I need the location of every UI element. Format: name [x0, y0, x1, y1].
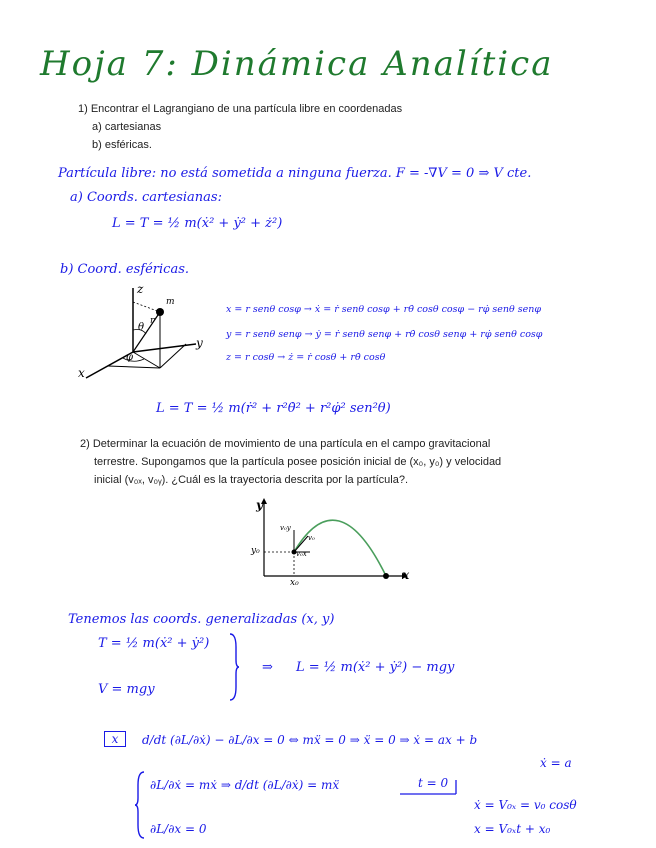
question-1-b: b) esféricas. [92, 139, 152, 151]
question-2-line-1: 2) Determinar la ecuación de movimiento de una partícula en el campo gravitacional [80, 438, 491, 450]
initial-time-underline [400, 780, 460, 800]
answer-1a-label: a) Coords. cartesianas: [70, 190, 222, 205]
lagrangian-equation: L = ½ m(ẋ² + ẏ²) − mgy [296, 660, 455, 675]
question-2-line-2: terrestre. Supongamos que la partícula posee posición inicial de (x₀, y₀) y velocidad [94, 456, 502, 468]
initial-time-label: t = 0 [418, 776, 449, 790]
answer-1a-equation: L = T = ½ m(ẋ² + ẏ² + ż²) [112, 216, 283, 231]
diagram-label-r: r [150, 316, 155, 326]
brace-left [134, 770, 146, 840]
projectile-trajectory-figure [250, 496, 410, 591]
potential-energy-equation: V = mgy [98, 682, 155, 697]
answer-1-intro: Partícula libre: no está sometida a ninguna fuerza. F = -∇V = 0 ⇒ V cte. [58, 166, 532, 181]
implies-arrow: ⇒ [262, 660, 273, 675]
question-1: 1) Encontrar el Lagrangiano de una partícula libre en coordenadas [78, 103, 403, 115]
figure-label-x: x [402, 568, 410, 582]
kinetic-energy-equation: T = ½ m(ẋ² + ẏ²) [98, 636, 210, 651]
brace-right [228, 632, 240, 702]
diagram-label-z: z [137, 282, 144, 296]
diagram-label-m: m [166, 297, 175, 307]
page-title: Hoja 7: Dinámica Analítica [40, 44, 554, 84]
diagram-label-x: x [78, 366, 85, 380]
answer-1b-equation: L = T = ½ m(ṙ² + r²θ̇² + r²φ̇² sen²θ) [156, 401, 391, 416]
answer-2-intro: Tenemos las coords. generalizadas (x, y) [68, 612, 335, 627]
partial-derivative-x: ∂L/∂x = 0 [150, 822, 207, 836]
figure-label-v0: v₀ [308, 534, 315, 542]
equation-x: x = r senθ cosφ → ẋ = ṙ senθ cosφ + rθ̇ cosθ cosφ − rφ̇ senθ senφ [226, 304, 542, 315]
question-2-line-3: inicial (v₀ₓ, v₀ᵧ). ¿Cuál es la trayectoria descrita por la partícula?. [94, 474, 408, 486]
question-1-a: a) cartesianas [92, 121, 162, 133]
xdot-equals-a: ẋ = a [540, 756, 572, 770]
figure-label-v0x: v₀x [296, 550, 307, 558]
diagram-label-phi: φ [126, 352, 134, 363]
boxed-variable-x: x [104, 731, 126, 747]
answer-1b-label: b) Coord. esféricas. [60, 262, 190, 277]
partial-derivative-xdot: ∂L/∂ẋ = mẋ ⇒ d/dt (∂L/∂ẋ) = mẍ [150, 778, 340, 792]
figure-label-y0: y₀ [251, 546, 260, 556]
equation-y: y = r senθ senφ → ẏ = ṙ senθ senφ + rθ̇ cosθ senφ + rφ̇ senθ cosφ [226, 329, 543, 340]
figure-label-y: y [256, 498, 263, 512]
initial-velocity-x: ẋ = V₀ₓ = v₀ cosθ [474, 798, 577, 812]
euler-lagrange-equation: d/dt (∂L/∂ẋ) − ∂L/∂x = 0 ⇔ mẍ = 0 ⇒ ẍ = 0 ⇒ ẋ = ax + b [142, 733, 478, 747]
position-x-equation: x = V₀ₓt + x₀ [474, 822, 551, 836]
figure-label-v0y: v₀y [280, 524, 291, 532]
equation-z: z = r cosθ → ż = ṙ cosθ + rθ̇ cosθ [226, 352, 386, 363]
diagram-label-y: y [196, 336, 203, 350]
figure-label-x0: x₀ [290, 578, 299, 588]
diagram-label-theta: θ [138, 322, 145, 333]
